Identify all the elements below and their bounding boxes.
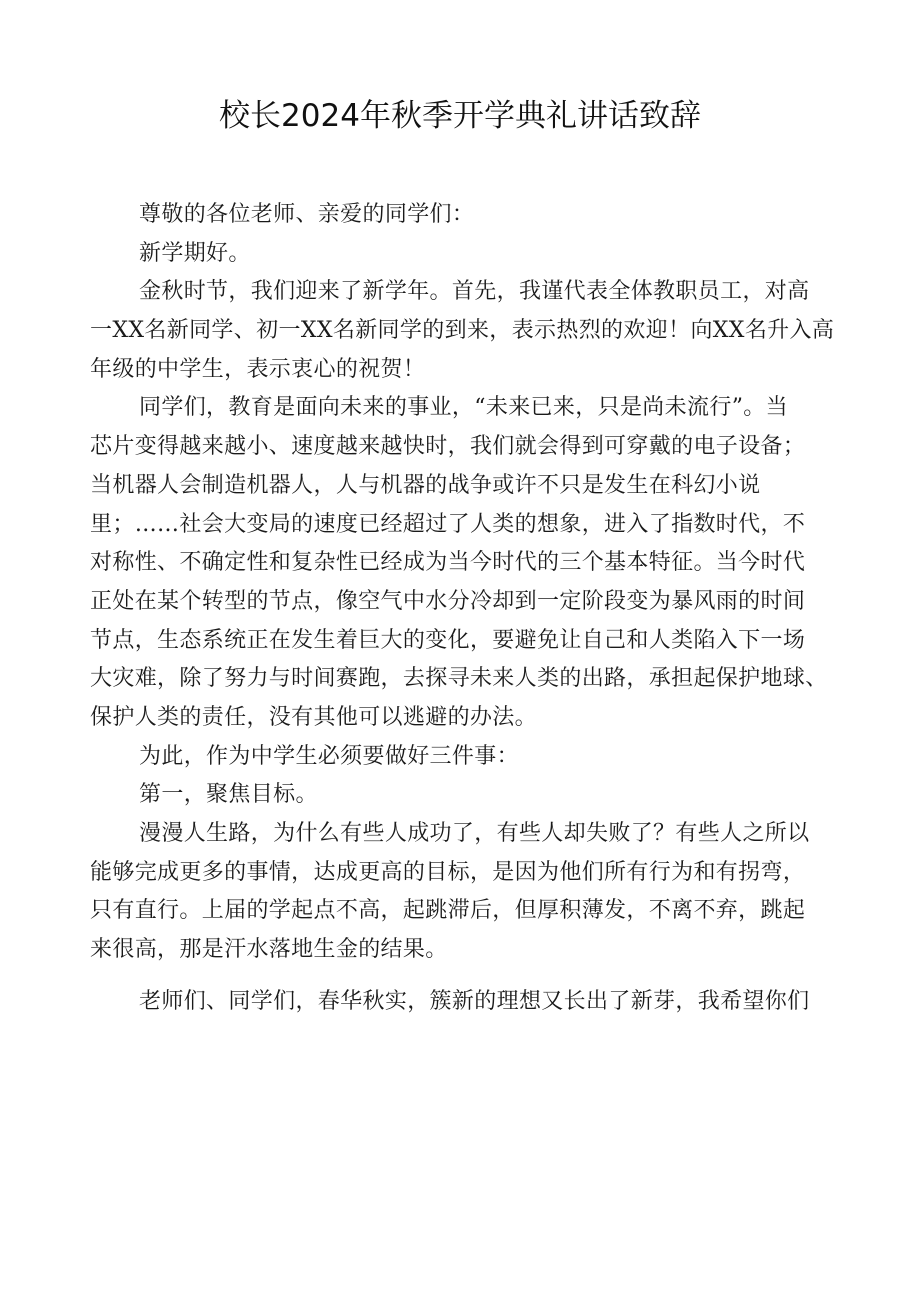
document-title: 校长2024年秋季开学典礼讲话致辞	[219, 98, 701, 134]
paragraph-line: 正处在某个转型的节点，像空气中水分冷却到一定阶段变为暴风雨的时间	[90, 588, 806, 614]
paragraph-line: 老师们、同学们，春华秋实，簇新的理想又长出了新芽，我希望你们	[139, 988, 810, 1014]
greeting-line: 新学期好。	[139, 240, 251, 266]
paragraph-line: 节点，生态系统正在发生着巨大的变化，要避免让自己和人类陷入下一场	[90, 627, 806, 653]
section-heading: 第一，聚焦目标。	[139, 782, 318, 808]
paragraph-line: 同学们，教育是面向未来的事业，“未来已来，只是尚未流行”。当	[139, 395, 788, 421]
paragraph-line: 只有直行。上届的学起点不高，起跳滞后，但厚积薄发，不离不弃，跳起	[90, 898, 806, 924]
paragraph-line: 为此，作为中学生必须要做好三件事：	[139, 743, 519, 769]
paragraph-line: 漫漫人生路，为什么有些人成功了，有些人却失败了？有些人之所以	[139, 821, 810, 846]
paragraph-line: 保护人类的责任，没有其他可以逃避的办法。	[90, 704, 538, 730]
paragraph-line: 金秋时节，我们迎来了新学年。首先，我谨代表全体教职员工，对高	[139, 279, 810, 305]
paragraph-line: 对称性、不确定性和复杂性已经成为当今时代的三个基本特征。当今时代	[90, 550, 806, 576]
paragraph-line: 当机器人会制造机器人，人与机器的战争或许不只是发生在科幻小说	[90, 472, 761, 498]
paragraph-line: 里；……社会大变局的速度已经超过了人类的想象，进入了指数时代，不	[90, 511, 806, 537]
salutation-line: 尊敬的各位老师、亲爱的同学们：	[139, 202, 475, 227]
paragraph-gap	[90, 970, 852, 983]
document-body	[90, 196, 852, 1021]
paragraph-line: 年级的中学生，表示衷心的祝贺！	[90, 356, 426, 382]
paragraph-line: 一XX名新同学、初一XX名新同学的到来，表示热烈的欢迎！向XX名升入高	[90, 318, 835, 344]
paragraph-line: 能够完成更多的事情，达成更高的目标，是因为他们所有行为和有拐弯，	[90, 859, 806, 885]
paragraph-line: 芯片变得越来越小、速度越来越快时，我们就会得到可穿戴的电子设备；	[90, 434, 806, 460]
paragraph-line: 大灾难，除了努力与时间赛跑，去探寻未来人类的出路，承担起保护地球、	[90, 666, 828, 692]
paragraph-line: 来很高，那是汗水落地生金的结果。	[90, 937, 448, 963]
